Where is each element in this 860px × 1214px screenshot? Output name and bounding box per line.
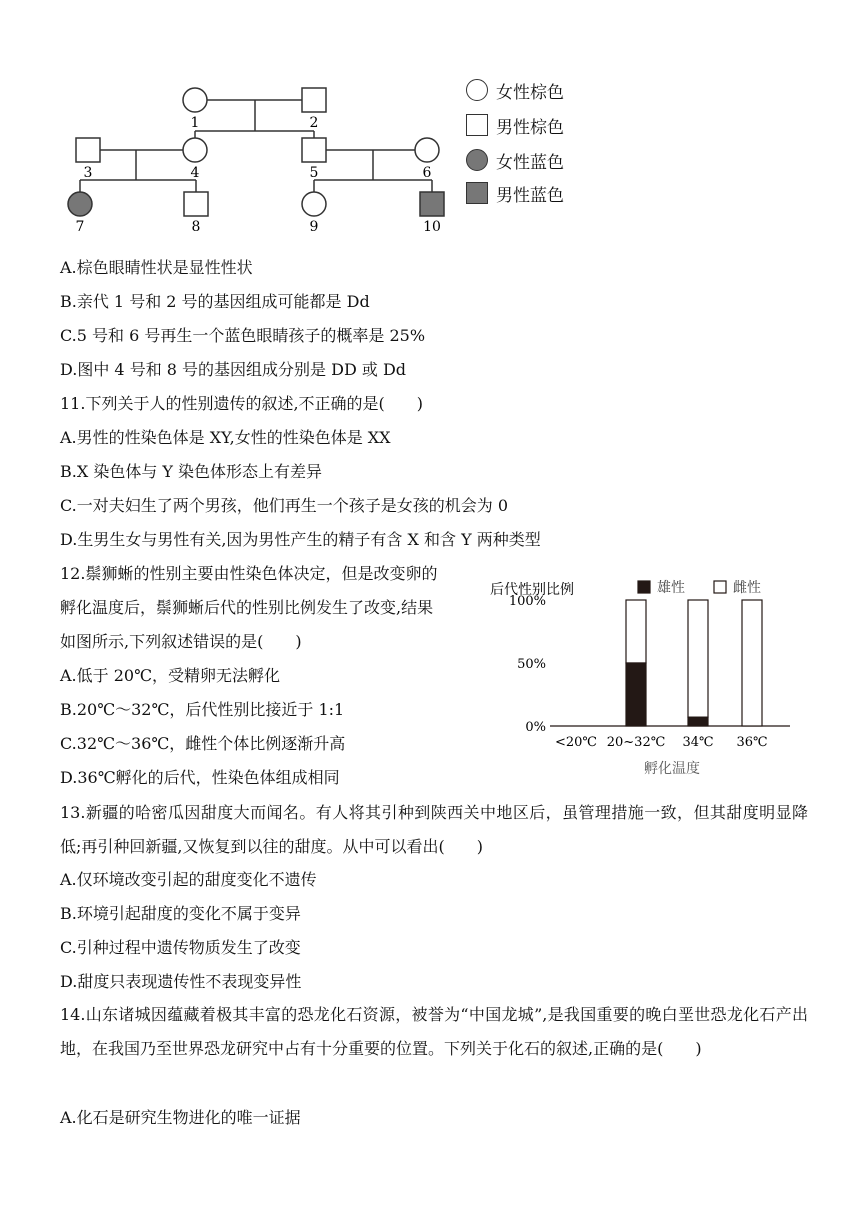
filled-circle-icon	[466, 149, 488, 171]
individual-number: 10	[423, 219, 441, 234]
individual-number: 1	[190, 115, 200, 131]
male-brown-individual-2	[302, 88, 326, 112]
q10-option-a: A.棕色眼睛性状是显性性状	[60, 258, 253, 277]
filled-square-icon	[466, 182, 488, 204]
y-tick-label: 50%	[517, 657, 546, 672]
q11-stem: 11.下列关于人的性别遗传的叙述,不正确的是( )	[60, 394, 424, 413]
q14-option-a: A.化石是研究生物进化的唯一证据	[60, 1108, 301, 1127]
y-tick-label: 100%	[508, 594, 546, 609]
open-circle-icon	[466, 79, 488, 101]
x-tick-label: 34℃	[682, 735, 714, 750]
q11-option-d: D.生男生女与男性有关,因为男性产生的精子有含 X 和含 Y 两种类型	[60, 530, 541, 549]
individual-number: 7	[75, 219, 85, 234]
legend-item-male-brown	[466, 111, 564, 139]
legend-item-male-blue	[466, 179, 564, 207]
q13-option-a: A.仅环境改变引起的甜度变化不遗传	[60, 870, 317, 889]
legend-label: 男性蓝色	[496, 185, 564, 206]
individual-number: 8	[191, 219, 201, 234]
x-tick-label: 36℃	[736, 735, 768, 750]
q12-stem-line3: 如图所示,下列叙述错误的是( )	[60, 632, 302, 651]
male-brown-individual-8	[184, 192, 208, 216]
bar-male-2	[688, 717, 708, 726]
legend-label: 女性棕色	[496, 82, 564, 103]
q11-option-c: C.一对夫妇生了两个男孩，他们再生一个孩子是女孩的机会为 0	[60, 496, 509, 515]
x-tick-label: 20~32℃	[606, 735, 666, 750]
q11-option-b: B.X 染色体与 Y 染色体形态上有差异	[60, 462, 323, 481]
q13-stem: 13.新疆的哈密瓜因甜度大而闻名。有人将其引种到陕西关中地区后，虽管理措施一致，但其甜度明显降低;再引种回新疆,又恢复到以往的甜度。从中可以看出( )	[60, 803, 808, 856]
open-square-icon	[466, 114, 488, 136]
legend-label: 女性蓝色	[496, 152, 564, 173]
q12-option-a: A.低于 20℃，受精卵无法孵化	[60, 666, 280, 685]
q12-option-d: D.36℃孵化的后代，性染色体组成相同	[60, 768, 340, 787]
chart-x-axis-label: 孵化温度	[644, 761, 700, 777]
individual-number: 5	[309, 165, 319, 181]
female-brown-individual-9	[302, 192, 326, 216]
legend-item-female-brown	[466, 76, 564, 104]
male-brown-individual-5	[302, 138, 326, 162]
bar-female-2	[688, 600, 708, 717]
legend-item-female-blue	[466, 146, 564, 174]
female-brown-individual-1	[183, 88, 207, 112]
chart-title: 后代性别比例	[490, 582, 574, 598]
male-brown-individual-3	[76, 138, 100, 162]
individual-number: 3	[83, 165, 93, 181]
female-brown-individual-4	[183, 138, 207, 162]
individual-number: 2	[309, 115, 319, 131]
q10-option-b: B.亲代 1 号和 2 号的基因组成可能都是 Dd	[60, 292, 370, 311]
q12-option-c: C.32℃～36℃，雌性个体比例逐渐升高	[60, 734, 346, 753]
q13-option-c: C.引种过程中遗传物质发生了改变	[60, 938, 301, 957]
individual-number: 9	[309, 219, 319, 234]
male-blue-individual-10	[420, 192, 444, 216]
q14-stem: 14.山东诸城因蕴藏着极其丰富的恐龙化石资源，被誉为“中国龙城”,是我国重要的晚白垩世恐龙化石产出地，在我国乃至世界恐龙研究中占有十分重要的位置。下列关于化石的叙述,正确的是( )	[60, 1005, 808, 1058]
individual-number: 4	[190, 165, 200, 181]
legend-swatch-female	[714, 581, 726, 593]
q12-option-b: B.20℃～32℃，后代性别比接近于 1:1	[60, 700, 345, 719]
q12-stem-line1: 12.鬃狮蜥的性别主要由性染色体决定，但是改变卵的	[60, 564, 438, 583]
q13-option-d: D.甜度只表现遗传性不表现变异性	[60, 972, 302, 991]
q13-option-b: B.环境引起甜度的变化不属于变异	[60, 904, 301, 923]
q10-option-c: C.5 号和 6 号再生一个蓝色眼睛孩子的概率是 25%	[60, 326, 426, 345]
q11-option-a: A.男性的性染色体是 XY,女性的性染色体是 XX	[60, 428, 391, 447]
female-brown-individual-6	[415, 138, 439, 162]
legend-label: 男性棕色	[496, 117, 564, 138]
female-blue-individual-7	[68, 192, 92, 216]
legend-label: 雌性	[733, 580, 761, 596]
x-tick-label: <20℃	[555, 735, 597, 750]
bar-female-1	[626, 600, 646, 663]
y-tick-label: 0%	[525, 720, 546, 735]
pedigree-legend	[460, 74, 590, 214]
legend-label: 雄性	[657, 580, 685, 596]
bar-male-1	[626, 663, 646, 726]
bar-female-3	[742, 600, 762, 726]
sex-ratio-chart	[480, 568, 800, 778]
legend-swatch-male	[638, 581, 650, 593]
individual-number: 6	[422, 165, 432, 181]
q10-option-d: D.图中 4 号和 8 号的基因组成分别是 DD 或 Dd	[60, 360, 407, 379]
q12-stem-line2: 孵化温度后，鬃狮蜥后代的性别比例发生了改变,结果	[60, 598, 434, 617]
pedigree-diagram	[60, 74, 460, 234]
